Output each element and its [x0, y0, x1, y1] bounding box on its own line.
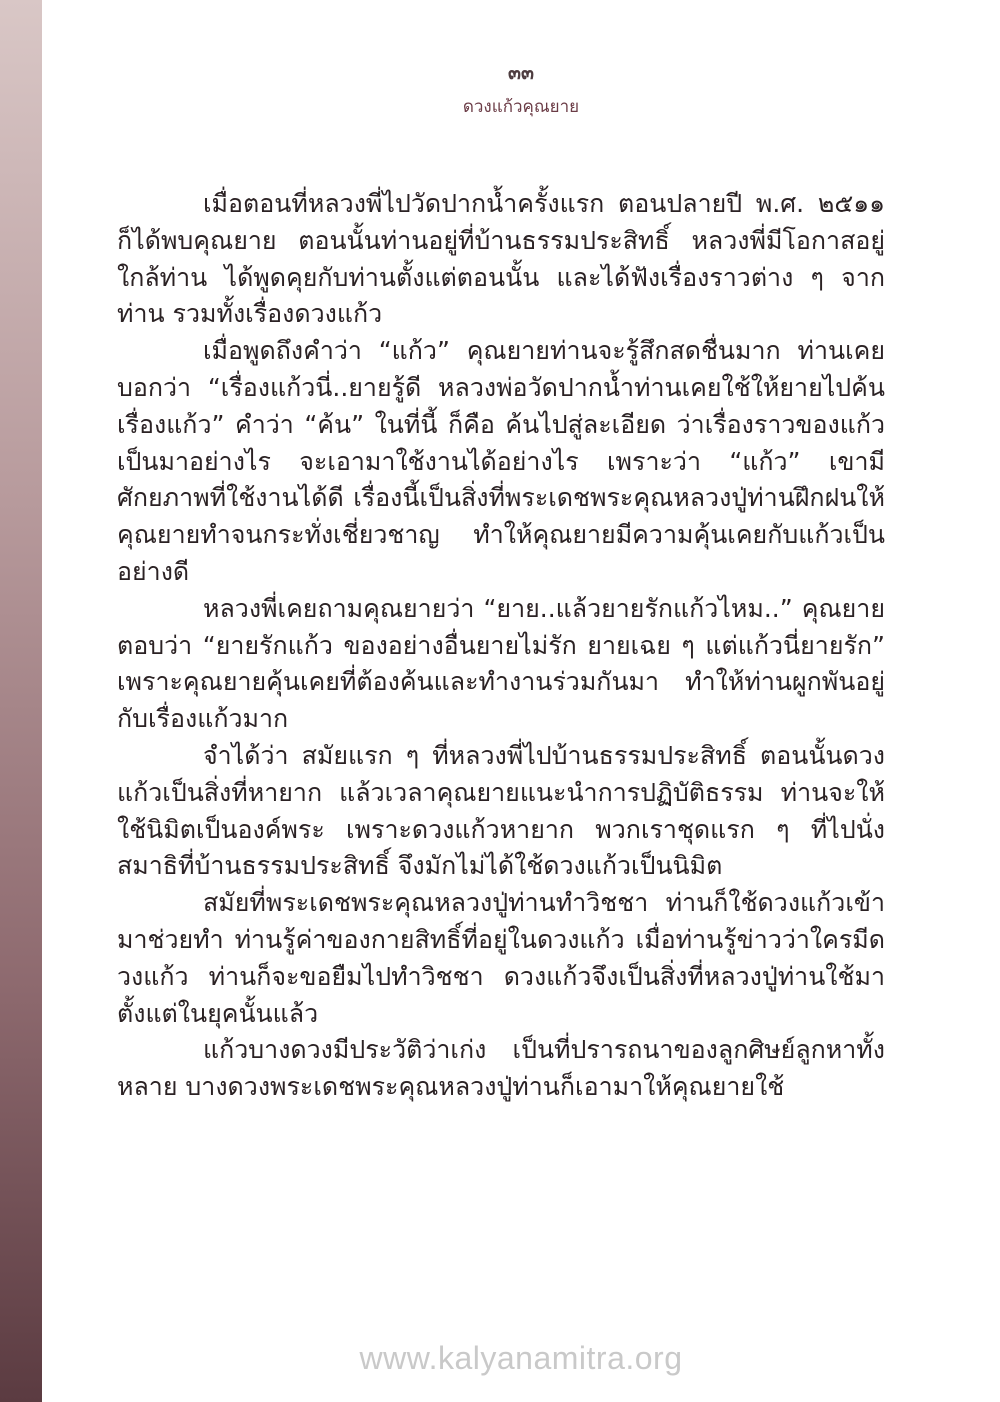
paragraph: จำได้ว่า สมัยแรก ๆ ที่หลวงพี่ไปบ้านธรรมประสิทธิ์ ตอนนั้นดวงแก้วเป็นสิ่งที่หายาก แล้วเวลาคุณยายแนะนำการปฏิบัติธรรม ท่านจะให้ใช้นิมิตเป็นองค์พระ เพราะดวงแก้วหายาก พวกเราชุดแรก ๆ ที่ไปนั่งสมาธิที่บ้านธรรมประสิทธิ์ จึงมักไม่ได้ใช้ดวงแก้วเป็นนิมิต [117, 740, 885, 881]
page-number: ๓๓ [508, 62, 534, 84]
paragraph: แก้วบางดวงมีประวัติว่าเก่ง เป็นที่ปรารถนาของลูกศิษย์ลูกหาทั้งหลาย บางดวงพระเดชพระคุณหลวงปู่ท่านก็เอามาให้คุณยายใช้ [117, 1035, 885, 1102]
paragraph: หลวงพี่เคยถามคุณยายว่า “ยาย..แล้วยายรักแก้วไหม..” คุณยายตอบว่า “ยายรักแก้ว ของอย่างอื่นยายไม่รัก ยายเฉย ๆ แต่แก้วนี่ยายรัก” เพราะคุณยายคุ้นเคยที่ต้องค้นและทำงานร่วมกันมา ทำให้ท่านผูกพันอยู่กับเรื่องแก้วมาก [117, 593, 885, 734]
paragraph: เมื่อพูดถึงคำว่า “แก้ว” คุณยายท่านจะรู้สึกสดชื่นมาก ท่านเคยบอกว่า “เรื่องแก้วนี่..ยายรู้ดี หลวงพ่อวัดปากน้ำท่านเคยใช้ให้ยายไปค้นเรื่องแก้ว” คำว่า “ค้น” ในที่นี้ ก็คือ ค้นไปสู่ละเอียด ว่าเรื่องราวของแก้วเป็นมาอย่างไร จะเอามาใช้งานได้อย่างไร เพราะว่า “แก้ว” เขามีศักยภาพที่ใช้งานได้ดี เรื่องนี้เป็นสิ่งที่พระเดชพระคุณหลวงปู่ท่านฝึกฝนให้คุณยายทำจนกระทั่งเชี่ยวชาญ ทำให้คุณยายมีความคุ้นเคยกับแก้วเป็นอย่างดี [117, 336, 885, 586]
side-decorative-band [0, 0, 42, 1402]
paragraph: เมื่อตอนที่หลวงพี่ไปวัดปากน้ำครั้งแรก ตอนปลายปี พ.ศ. ๒๕๑๑ ก็ได้พบคุณยาย ตอนนั้นท่านอยู่ที่บ้านธรรมประสิทธิ์ หลวงพี่มีโอกาสอยู่ใกล้ท่าน ได้พูดคุยกับท่านตั้งแต่ตอนนั้น และได้ฟังเรื่องราวต่าง ๆ จากท่าน รวมทั้งเรื่องดวงแก้ว [117, 189, 885, 329]
footer-website-url: www.kalyanamitra.org [359, 1340, 683, 1376]
paragraph: สมัยที่พระเดชพระคุณหลวงปู่ท่านทำวิชชา ท่านก็ใช้ดวงแก้วเข้ามาช่วยทำ ท่านรู้ค่าของกายสิทธิ์ที่อยู่ในดวงแก้ว เมื่อท่านรู้ข่าวว่าใครมีดวงแก้ว ท่านก็จะขอยืมไปทำวิชชา ดวงแก้วจึงเป็นสิ่งที่หลวงปู่ท่านใช้มาตั้งแต่ในยุคนั้นแล้ว [117, 888, 885, 1028]
body-text [117, 186, 885, 1106]
running-title: ดวงแก้วคุณยาย [462, 97, 580, 117]
